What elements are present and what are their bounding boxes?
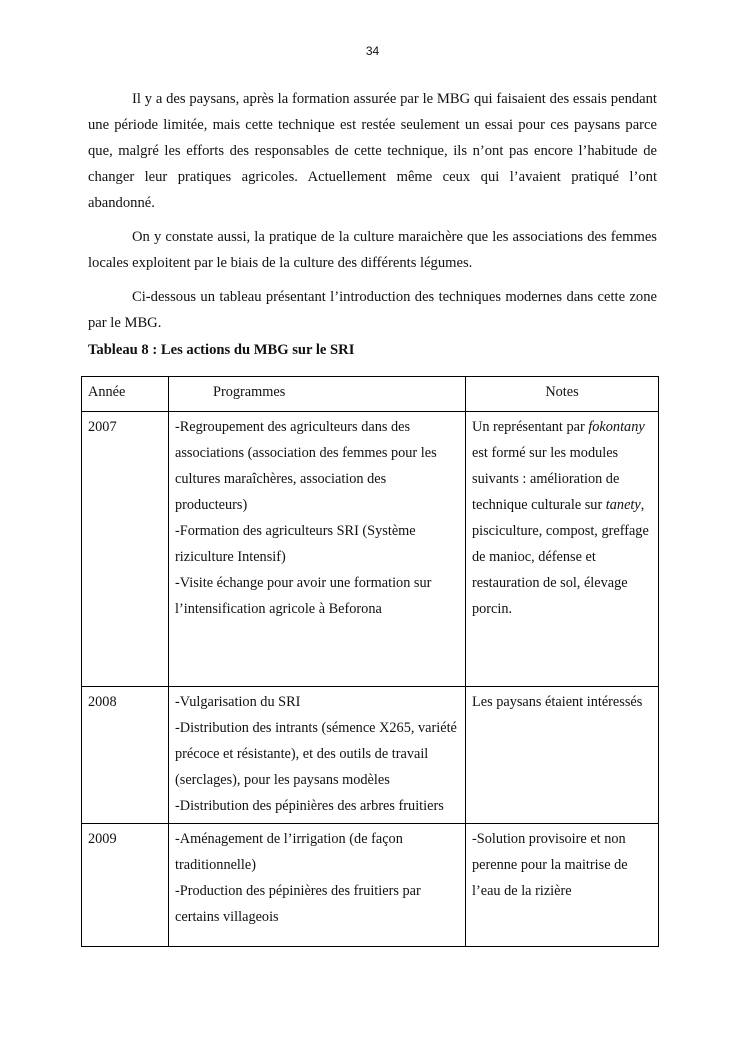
table-row	[82, 687, 659, 824]
programme-item: -Regroupement des agriculteurs dans des associations (association des femmes pour les cultures maraîchères, association des producteurs)	[175, 419, 437, 513]
notes-cell: -Solution provisoire et non perenne pour la maitrise de l’eau de la rizière	[466, 824, 659, 947]
notes-text: est formé sur les modules suivants : amélioration de technique culturale sur	[472, 445, 620, 513]
notes-text: Un représentant par	[472, 419, 589, 435]
year-cell: 2007	[82, 412, 169, 687]
programmes-cell	[169, 412, 466, 687]
actions-table	[81, 376, 659, 947]
paragraph: Ci-dessous un tableau présentant l’introduction des techniques modernes dans cette zone par le MBG.	[88, 289, 657, 331]
programme-item: -Production des pépinières des fruitiers par certains villageois	[175, 883, 421, 925]
programmes-cell	[169, 687, 466, 824]
notes-cell	[466, 412, 659, 687]
programmes-cell	[169, 824, 466, 947]
paragraph: On y constate aussi, la pratique de la culture maraichère que les associations des femmes locales exploitent par le biais de la culture des différents légumes.	[88, 229, 657, 271]
table-header-row	[82, 377, 659, 412]
programme-item: -Aménagement de l’irrigation (de façon traditionnelle)	[175, 831, 403, 873]
body-text	[88, 86, 657, 344]
table-caption: Tableau 8 : Les actions du MBG sur le SRI	[88, 342, 355, 358]
year-cell: 2009	[82, 824, 169, 947]
programme-item: -Visite échange pour avoir une formation sur l’intensification agricole à Beforona	[175, 575, 432, 617]
table-row	[82, 824, 659, 947]
page-number: 34	[365, 44, 380, 58]
table-row	[82, 412, 659, 687]
programme-item: -Formation des agriculteurs SRI (Système riziculture Intensif)	[175, 523, 416, 565]
notes-cell: Les paysans étaient intéressés	[466, 687, 659, 824]
header-notes: Notes	[466, 377, 659, 412]
header-year: Année	[82, 377, 169, 412]
notes-term: fokontany	[588, 419, 645, 435]
programme-item: -Distribution des pépinières des arbres fruitiers	[175, 798, 444, 814]
programme-item: -Vulgarisation du SRI	[175, 694, 301, 710]
header-programmes: Programmes	[169, 377, 466, 412]
notes-term: tanety	[605, 497, 641, 513]
notes-text: , pisciculture, compost, greffage de manioc, défense et restauration de sol, élevage porcin.	[472, 497, 649, 617]
programme-item: -Distribution des intrants (sémence X265, variété précoce et résistante), et des outils de travail (serclages), pour les paysans modèles	[175, 720, 457, 788]
paragraph: Il y a des paysans, après la formation assurée par le MBG qui faisaient des essais pendant une période limitée, mais cette technique est restée seulement un essai pour ces paysans parce que, malgré les efforts des responsables de cette technique, ils n’ont pas encore l’habitude de changer leur pratiques agricoles. Actuellement même ceux qui l’avaient pratiqué l’ont abandonné.	[88, 91, 657, 211]
year-cell: 2008	[82, 687, 169, 824]
